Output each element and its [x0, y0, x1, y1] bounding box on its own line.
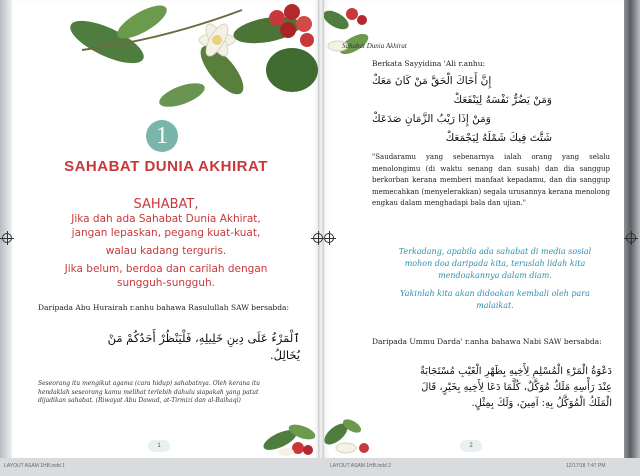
- arabic-line: دَعْوَةُ الْمَرْءِ الْمُسْلِمِ لِأَخِيهِ بِظَهْرِ الْغَيْبِ مُسْتَجَابَةٌ: [419, 366, 612, 377]
- left-translation: Seseorang itu mengikut agama (cara hidup) sahabatnya. Oleh kerana itu hendaklah seseorang kamu melihat terlebih dahulu siapakah yang patut dijadikan sahabat. (Riwayat Abu Dawud, at-Tirmizi dan al-Baihaqi): [38, 380, 261, 404]
- arabic-line: الْمَلَكُ الْمُوَكَّلُ بِهِ: آمِينَ، وَلَكَ بِمِثْلٍ.: [471, 398, 612, 409]
- footer-left: LAYOUT ASAM 1HB.indd 1: [4, 463, 65, 469]
- arabic-line: ٱلْمَرْءُ عَلَى دِينِ خَلِيلِهِ، فَلْيَنْظُرْ أَحَدُكُمْ مَنْ: [107, 331, 300, 345]
- poem-line: walau kadang terguris.: [105, 245, 227, 257]
- bottom-floral-right: [322, 408, 382, 458]
- page-number-left: 1: [148, 440, 170, 452]
- chapter-number-badge: 1: [146, 120, 178, 152]
- arabic-line: شَتَّتَ فِيكَ شَمْلَهُ لِيَجْمَعَكْ: [445, 132, 552, 144]
- right-intro: Berkata Sayyidina 'Ali r.anhu:: [372, 59, 486, 68]
- coffee-berries: [269, 4, 314, 47]
- arabic-line: إِنَّ أَخَاكَ الْحَقَّ مَنْ كَانَ مَعَكْ: [372, 75, 492, 87]
- highlight-text-1: Terkadang, apabila ada sahabat di media sosial mohon doa daripada kita, teruslah lidah kita mendoakannya dalam diam.: [398, 247, 592, 280]
- arabic-line: وَمَنْ إِذَا رَيْبُ الزَّمَانِ صَدَعَكْ: [372, 113, 491, 125]
- left-hadith-arabic: [38, 330, 300, 364]
- running-header: Sahabat Dunia Akhirat: [342, 42, 407, 50]
- right-poem-arabic: [372, 72, 612, 148]
- chapter-title: SAHABAT DUNIA AKHIRAT: [64, 158, 268, 175]
- right-hadith-arabic: [372, 364, 612, 412]
- poem-heading: SAHABAT,: [133, 197, 199, 212]
- poem-line: jangan lepaskan, pegang kuat-kuat,: [71, 227, 261, 239]
- arabic-line: وَمَنْ يَضُرُّ نَفْسَهُ لِيَنْفَعَكْ: [453, 94, 552, 106]
- registration-mark: [2, 233, 12, 243]
- highlight-text-2: Yakinlah kita akan didoakan kembali oleh para malaikat.: [400, 289, 590, 310]
- poem-line: sungguh-sungguh.: [117, 277, 215, 289]
- poem-line: Jika belum, berdoa dan carilah dengan: [64, 263, 268, 275]
- poem-line: Jika dah ada Sahabat Dunia Akhirat,: [71, 213, 261, 225]
- floral-illustration: [12, 0, 320, 120]
- poem: [12, 198, 320, 290]
- registration-mark: [626, 233, 636, 243]
- page-edge-right: [624, 0, 640, 458]
- registration-mark: [324, 233, 334, 243]
- arabic-line: يُخَالِلُ.: [270, 348, 300, 362]
- bottom-floral: [260, 418, 320, 458]
- page-edge-left: [0, 0, 12, 458]
- right-quote: "Saudaramu yang sebenarnya ialah orang yang selalu menolongimu (di waktu senang dan susah) dan dia sanggup berkorban kerana memberi manfaat kepadamu, dan dia sanggup memecahkan (menyelerakkan) segala urusannya kerana menolong engkau dalam menghadapi bala dan ujian.": [372, 153, 610, 207]
- footer-right-file: LAYOUT ASAM 1HB.indd 2: [330, 463, 391, 469]
- left-intro: Daripada Abu Hurairah r.anhu bahawa Rasulullah SAW bersabda:: [38, 303, 290, 312]
- right-intro-2: Daripada Ummu Darda' r.anha bahawa Nabi SAW bersabda:: [372, 337, 602, 346]
- page-number-right: 2: [460, 440, 482, 452]
- arabic-line: عِنْدَ رَأْسِهِ مَلَكٌ مُوَكَّلٌ، كُلَّمَا دَعَا لِأَخِيهِ بِخَيْرٍ، قَالَ: [421, 382, 612, 393]
- footer-right-date: 12/17/18 7:47 PM: [566, 463, 606, 469]
